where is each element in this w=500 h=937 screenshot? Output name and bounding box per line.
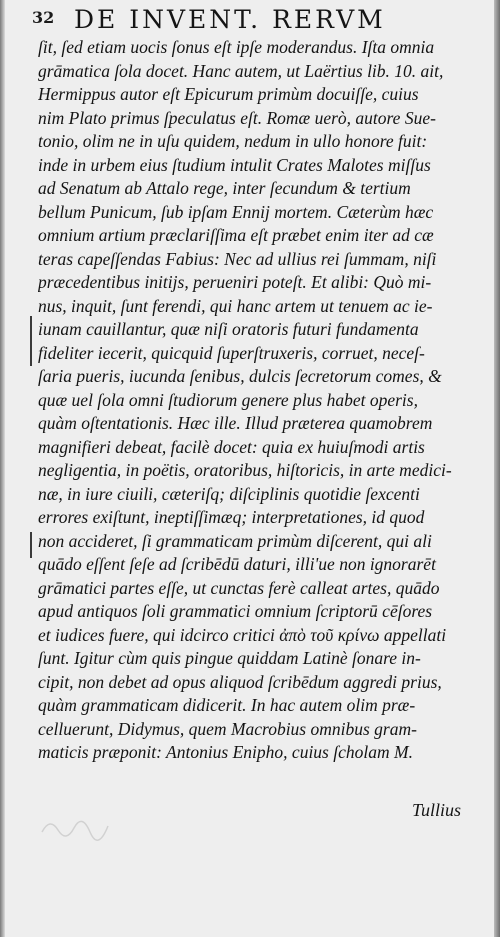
text-line: omnium artium præclariſſima eſt præbet enim iter ad cæ (38, 225, 434, 245)
margin-mark-1 (30, 316, 32, 366)
catchword: Tullius (412, 800, 462, 820)
text-line: non accideret, ſi grammaticam primùm diſcerent, qui ali (38, 530, 432, 551)
text-line: negligentia, in poëtis, oratoribus, hiſtoricis, in arte medici- (38, 460, 452, 480)
text-line: quādo eſſent ſeſe ad ſcribēdū daturi, illi'ue non ignorarēt (38, 554, 436, 574)
text-line: grāmatica ſola docet. Hanc autem, ut Laërtius lib. 10. ait, (38, 60, 444, 81)
text-line: ad Senatum ab Attalo rege, inter ſecundum & tertium (38, 178, 411, 198)
text-line: Hermippus autor eſt Epicurum primùm docuiſſe, cuius (38, 84, 419, 104)
text-line: teras capeſſendas Fabius: Nec ad ullius rei ſummam, niſi (38, 248, 437, 269)
text-line: grāmatici partes eſſe, ut cunctas ferè calleat artes, quādo (38, 577, 440, 598)
text-line: nim Plato primus ſpeculatus eſt. Romæ uerò, autore Sue- (38, 107, 436, 128)
text-line: tonio, olim ne in uſu quidem, nedum in ullo honore fuit: (38, 131, 428, 151)
text-line: ſunt. Igitur cùm quis pingue quiddam Latinè ſonare in- (38, 648, 421, 668)
page-edge-shadow (494, 0, 500, 937)
text-line: inde in urbem eius ſtudium intulit Crates Malotes miſſus (38, 154, 431, 175)
text-line: maticis præponit: Antonius Enipho, cuius ſcholam M. (38, 742, 413, 762)
text-line: præcedentibus initijs, perueniri poteſt. Et alibi: Quò mi- (38, 272, 432, 292)
text-line: ſaria pueris, iucunda ſenibus, dulcis ſecretorum comes, & (38, 366, 442, 386)
text-line: iunam cauillantur, quæ niſi oratoris futuri fundamenta (38, 319, 419, 339)
text-line: celluerunt, Didymus, quem Macrobius omnibus gram- (38, 718, 417, 739)
page-gutter-shadow (0, 0, 5, 937)
text-line: nus, inquit, ſunt ferendi, qui hanc artem ut tenuem ac ie- (38, 295, 433, 316)
text-line: bellum Punicum, ſub ipſam Ennij mortem. Cæterùm hæc (38, 201, 434, 222)
page-header (28, 4, 490, 36)
faint-show-through (40, 812, 110, 842)
text-line: fideliter iecerit, quicquid ſuperſtruxeris, corruet, neceſ- (38, 342, 425, 363)
text-line: magnifieri debeat, facilè docet: quia ex huiuſmodi artis (38, 436, 425, 457)
text-line: et iudices fuere, qui idcirco critici ἀπὸ τοῦ κρίνω appellati (38, 624, 447, 645)
page-number: 32 (32, 8, 55, 27)
body-text (38, 36, 488, 765)
running-head: DE INVENT. RERVM (74, 5, 386, 34)
text-line: næ, in iure ciuili, cæteriſq; diſciplinis quotidie ſexcenti (38, 483, 420, 504)
text-line: quàm oſtentationis. Hæc ille. Illud præterea quamobrem (38, 413, 433, 433)
text-line: apud antiquos ſoli grammatici omnium ſcriptorū cēſores (38, 601, 433, 621)
text-line: quàm grammaticam didicerit. In hac autem olim præ- (38, 695, 416, 715)
text-line: errores exiſtunt, ineptiſſimæq; interpretationes, id quod (38, 507, 425, 527)
text-line: quæ uel ſola omni ſtudiorum genere plus habet operis, (38, 389, 418, 410)
text-line: ſit, ſed etiam uocis ſonus eſt ipſe moderandus. Iſta omnia (38, 37, 435, 57)
margin-mark-2 (30, 532, 32, 558)
text-line: cipit, non debet ad opus aliquod ſcribēdum aggredi prius, (38, 671, 442, 692)
